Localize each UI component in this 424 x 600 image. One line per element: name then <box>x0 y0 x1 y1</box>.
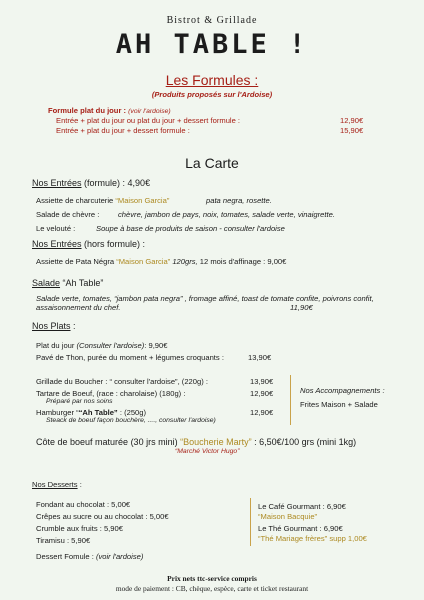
entree-item-3-desc: Soupe à base de produits de saison - consulter l'ardoise <box>96 224 285 233</box>
entree-item-3-label: Le velouté : <box>36 224 76 233</box>
tartare: Tartare de Boeuf, (race : charolaise) (180g) : <box>36 389 186 398</box>
accompagnements-label: Nos Accompagnements : <box>300 386 385 395</box>
entrees-price: 4,90€ <box>127 178 151 188</box>
entree-hors-item-source: “Maison Garcia” <box>116 257 171 266</box>
plats-heading: Nos Plats <box>32 321 71 331</box>
entree-item-1: Assiette de charcuterie “Maison Garcia” <box>36 196 170 205</box>
tartare-note: Préparé par nos soins <box>46 398 113 405</box>
footer-payment: mode de paiement : CB, chèque, espèce, carte et ticket restaurant <box>115 584 309 593</box>
tartare-price: 12,90€ <box>250 389 274 398</box>
entree-item-1-source: “Maison Garcia” <box>115 196 170 205</box>
salade-desc-line2: assaisonnement du chef. <box>36 303 121 312</box>
salade-heading-line <box>32 278 103 289</box>
plats-heading-line: Nos Plats : <box>32 321 76 331</box>
formule-row-1-label: Entrée + plat du jour ou plat du jour + dessert formule : <box>56 116 241 125</box>
formule-row-2-label: Entrée + plat du jour + dessert formule : <box>56 126 190 135</box>
dessert-item-1: Fondant au chocolat : 5,00€ <box>36 500 131 509</box>
accompagnements-item: Frites Maison + Salade <box>300 400 378 409</box>
formule-plat-note: (voir l'ardoise) <box>128 108 171 115</box>
salade-desc-line1: Salade verte, tomates, “jambon pata negra” , fromage affiné, toast de tomate confite, poivrons confit, <box>36 294 374 303</box>
the-gourmant: Le Thé Gourmant : 6,90€ <box>258 524 343 533</box>
entree-item-1-desc: pata negra, rosette. <box>206 196 272 205</box>
restaurant-title: AH TABLE ! <box>115 29 309 60</box>
cafe-gourmant-source: “Maison Bacquie” <box>258 512 318 521</box>
cafe-gourmant: Le Café Gourmant : 6,90€ <box>258 502 346 511</box>
cote-boeuf-note: “Marché Victor Hugo” <box>175 448 240 455</box>
dessert-item-2: Crêpes au sucre ou au chocolat : 5,00€ <box>36 512 169 521</box>
the-gourmant-source-line: “Thé Mariage frères” supp 1,00€ <box>258 534 367 543</box>
entrees-hors-heading: Nos Entrées <box>32 239 82 249</box>
restaurant-subtitle: Bistrot & Grillade <box>166 15 258 26</box>
entrees-heading-rest: (formule) : <box>81 178 128 188</box>
entrees-hors-heading-line <box>32 239 145 250</box>
entrees-heading-line <box>32 178 150 189</box>
accompagnements-divider <box>290 375 291 425</box>
gourmant-divider <box>250 498 251 546</box>
plat-du-jour: Plat du jour (Consulter l'ardoise): 9,90€ <box>36 341 168 350</box>
formules-heading: Les Formules : <box>165 72 259 88</box>
desserts-heading-line: Nos Desserts : <box>32 480 82 489</box>
cote-boeuf: Côte de boeuf maturée (30 jrs mini) “Boucherie Marty” : 6,50€/100 grs (mini 1kg) <box>36 437 357 447</box>
footer-prices: Prix nets ttc-service compris <box>167 574 257 583</box>
salade-heading-rest: “Ah Table” <box>60 278 104 288</box>
salade-heading: Salade <box>32 278 61 288</box>
hamburger-note: Steack de boeuf façon bouchère, ...., consulter l'ardoise) <box>46 417 216 424</box>
formule-row-2-price: 15,90€ <box>340 126 364 135</box>
dessert-item-3: Crumble aux fruits : 5,90€ <box>36 524 123 533</box>
formule-plat-label: Formule plat du jour : <box>48 106 127 115</box>
formules-note: (Produits proposés sur l'Ardoise) <box>151 90 273 99</box>
dessert-item-4: Tiramisu : 5,90€ <box>36 536 91 545</box>
salade-price: 11,90€ <box>290 303 313 312</box>
pave-thon-price: 13,90€ <box>248 353 272 362</box>
formule-plat-line <box>48 106 171 116</box>
entree-item-2-desc: chèvre, jambon de pays, noix, tomates, salade verte, vinaigrette. <box>118 210 335 219</box>
hamburger-price: 12,90€ <box>250 408 274 417</box>
pave-thon: Pavé de Thon, purée du moment + légumes croquants : <box>36 353 224 362</box>
desserts-heading: Nos Desserts <box>32 480 78 489</box>
dessert-formule: Dessert Fomule : (voir l'ardoise) <box>36 552 144 561</box>
entree-item-2-label: Salade de chèvre : <box>36 210 100 219</box>
formule-row-1-price: 12,90€ <box>340 116 364 125</box>
entree-hors-item: Assiette de Pata Négra “Maison Garcia” 120grs, 12 mois d'affinage : 9,00€ <box>36 257 287 266</box>
grillade-price: 13,90€ <box>250 377 274 386</box>
entrees-hors-heading-rest: (hors formule) : <box>81 239 146 249</box>
hamburger: Hamburger ““Ah Table” : (250g) <box>36 408 147 417</box>
carte-heading: La Carte <box>185 155 239 171</box>
grillade: Grillade du Boucher : “ consulter l'ardoise”, (220g) : <box>36 377 208 386</box>
entrees-heading: Nos Entrées <box>32 178 82 188</box>
